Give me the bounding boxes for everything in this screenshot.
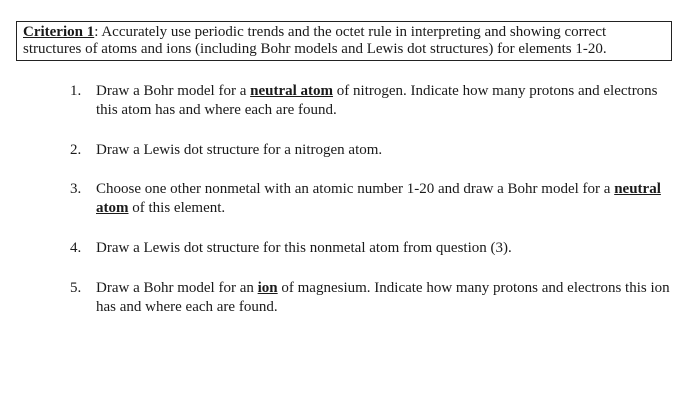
criterion-label: Criterion 1: [23, 24, 95, 40]
question-text-after: of magnesium. Indicate how many protons and electrons this ion has and where each are found.: [96, 280, 670, 315]
question-text-before: Draw a Bohr model for a: [96, 83, 251, 99]
question-text: [96, 279, 680, 317]
question-number: 4.: [70, 240, 82, 256]
question-emphasis: neutral atom: [250, 83, 334, 99]
criterion-box: [16, 21, 672, 61]
question-text: Draw a Lewis dot structure for this nonmetal atom from question (3).: [96, 240, 512, 256]
question-text: [96, 82, 680, 120]
question-number: 2.: [70, 142, 82, 158]
criterion-text-line-1: : Accurately use periodic trends and the octet rule in interpreting and showing correct: [94, 24, 607, 40]
question-item-5: [70, 279, 680, 317]
question-text-after: of this element.: [128, 200, 226, 216]
question-text: Draw a Lewis dot structure for a nitrogen atom.: [96, 142, 383, 158]
question-emphasis: neutral atom: [96, 181, 661, 216]
question-text-after: of nitrogen. Indicate how many protons and electrons this atom has and where each are found.: [96, 83, 658, 118]
criterion-line-1: [23, 24, 665, 41]
question-text-before: Choose one other nonmetal with an atomic number 1-20 and draw a Bohr model for a: [96, 181, 615, 197]
question-item-1: [70, 82, 680, 120]
question-text: [96, 180, 680, 218]
criterion-text-line-2: structures of atoms and ions (including Bohr models and Lewis dot structures) for elements 1-20.: [23, 41, 607, 57]
question-number: 3.: [70, 181, 82, 197]
question-text-before: Draw a Bohr model for an: [96, 280, 258, 296]
question-item-3: [70, 180, 680, 218]
question-item-4: [70, 239, 680, 258]
question-item-2: [70, 141, 680, 160]
question-emphasis: ion: [257, 280, 278, 296]
question-number: 5.: [70, 280, 82, 296]
question-number: 1.: [70, 83, 82, 99]
